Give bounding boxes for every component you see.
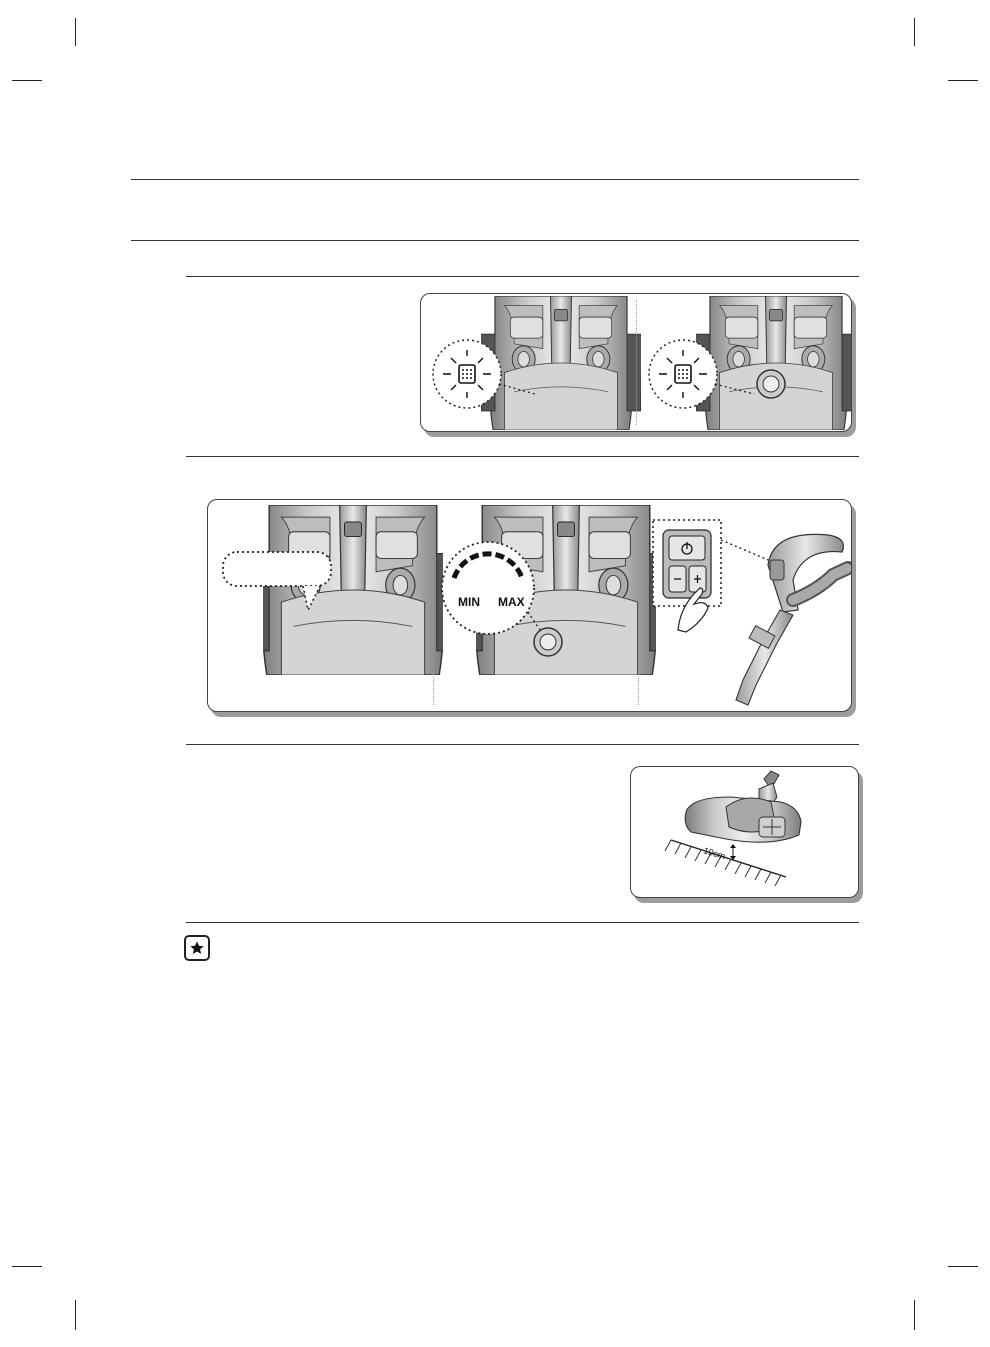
crop-mark-tr-h bbox=[948, 80, 978, 81]
crop-mark-bl-v bbox=[75, 1300, 76, 1330]
panel-divider bbox=[433, 506, 434, 705]
crop-mark-tr-v bbox=[914, 18, 915, 46]
panel-divider bbox=[638, 506, 639, 705]
header-rule-bottom bbox=[131, 240, 859, 241]
note-star-icon bbox=[184, 935, 210, 961]
figure-dust-indicator-panel bbox=[420, 293, 852, 432]
vacuum-handle-illustration bbox=[736, 534, 848, 705]
handle-control-callout bbox=[653, 520, 773, 632]
min-label: MIN bbox=[458, 595, 480, 609]
crop-mark-tl-h bbox=[12, 80, 42, 81]
header-rule-top bbox=[131, 179, 859, 180]
figure-floor-brush-panel bbox=[630, 766, 859, 898]
crop-mark-br-v bbox=[914, 1300, 915, 1330]
figure-suction-control-panel bbox=[207, 499, 852, 712]
section-rule-2 bbox=[186, 456, 859, 457]
section-rule-3 bbox=[186, 744, 859, 745]
section-rule-1 bbox=[186, 276, 859, 277]
crop-mark-br-h bbox=[948, 1266, 978, 1267]
section-rule-4 bbox=[186, 922, 859, 923]
panel-divider bbox=[636, 300, 637, 425]
max-label: MAX bbox=[498, 595, 525, 609]
height-label: 10cm bbox=[702, 845, 727, 862]
crop-mark-tl-v bbox=[75, 18, 76, 46]
crop-mark-bl-h bbox=[12, 1266, 42, 1267]
star-icon bbox=[189, 940, 205, 956]
dust-indicator-icon bbox=[459, 365, 475, 383]
